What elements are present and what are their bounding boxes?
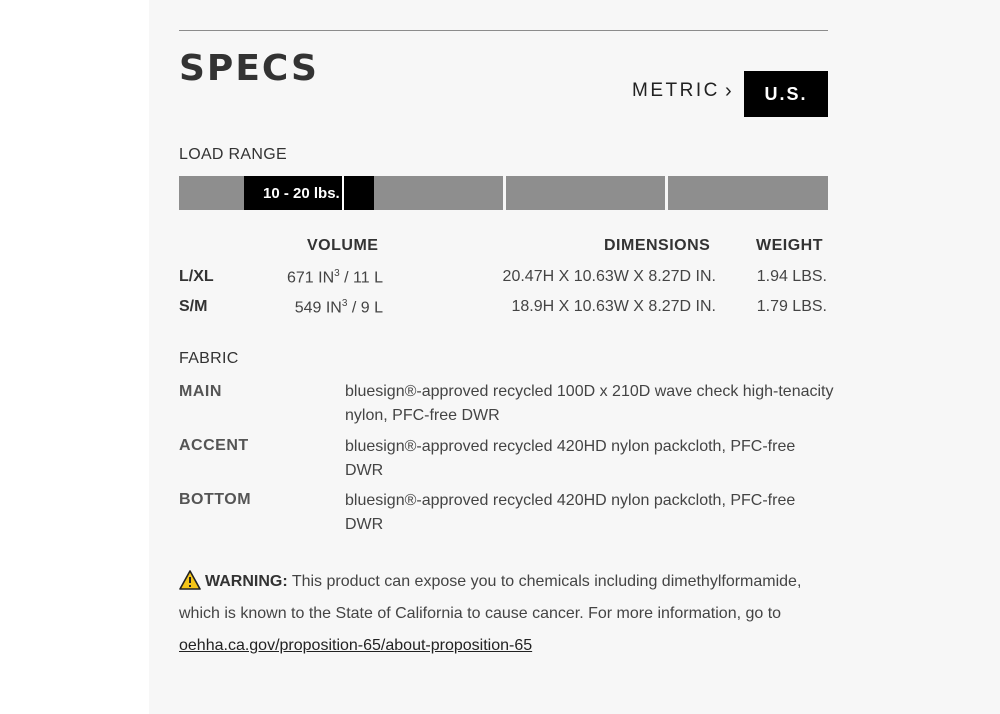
load-range-bar (179, 176, 828, 210)
load-range-segment (506, 176, 665, 210)
warning-text: This product can expose you to chemicals including dimethylformamide, which is known to the State of California to cause cancer. For more information, go to (179, 573, 802, 622)
size-label: S/M (179, 298, 208, 315)
fabric-main-description: bluesign®-approved recycled 100D x 210D wave check high-tenacity nylon, PFC-free DWR (345, 383, 834, 424)
warning-label: WARNING: (205, 573, 288, 590)
load-range-tick (342, 176, 344, 210)
dimensions-header: DIMENSIONS (604, 237, 711, 254)
volume-value: 549 $IN^3 / 9$ L (294, 298, 383, 317)
load-range-label: LOAD RANGE (179, 146, 287, 163)
prop65-link[interactable]: oehha.ca.gov/proposition-65/about-proposition-65 (179, 637, 533, 654)
size-label: L/XL (179, 268, 214, 285)
dimensions-value: 20.47H X 10.63W X 8.27D IN. (502, 268, 716, 285)
volume-header: VOLUME (307, 237, 379, 254)
load-range-selected (244, 176, 374, 210)
chevron-right-icon: › (725, 80, 732, 102)
weight-header: WEIGHT (756, 237, 823, 254)
weight-value: 1.94 LBS. (756, 268, 827, 285)
fabric-accent-description: bluesign®-approved recycled 420HD nylon packcloth, PFC-free DWR (345, 438, 796, 479)
weight-value: 1.79 LBS. (756, 298, 827, 315)
fabric-main-label: MAIN (179, 383, 222, 400)
fabric-accent-label: ACCENT (179, 437, 249, 454)
fabric-label: FABRIC (179, 350, 239, 367)
warning-triangle-icon (179, 570, 201, 590)
load-range-value: 10 - 20 lbs. (263, 184, 340, 202)
volume-value: 671 $IN^3 / 11$ L (287, 268, 383, 287)
prop65-warning (179, 566, 839, 662)
dimensions-value: 18.9H X 10.63W X 8.27D IN. (511, 298, 716, 315)
load-range-segment (668, 176, 828, 210)
us-unit-toggle[interactable]: U.S. (744, 71, 828, 117)
top-divider (179, 30, 828, 31)
metric-unit-toggle[interactable]: METRIC (632, 80, 720, 101)
fabric-bottom-description: bluesign®-approved recycled 420HD nylon packcloth, PFC-free DWR (345, 492, 796, 533)
fabric-bottom-label: BOTTOM (179, 491, 252, 508)
page-title: SPECS (179, 48, 319, 89)
